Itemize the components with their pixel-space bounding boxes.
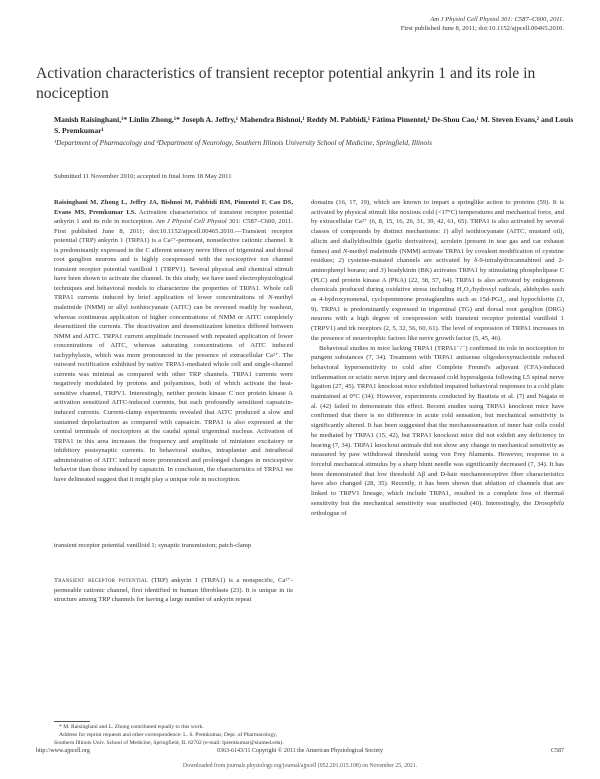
abstract-text-part2: -methyl maleimide (NMM) or allyl isothiocyanate (AITC) can be reversed readily by washout, whereas continuous application of higher concentrations of NMM or AITC completely desensitized the currents. The deactivation and desensitization kinetics differed between NMM and AITC. TRPA1 current amplitude increased with repeated application of lower concentrations of AITC, whereas saturating concentrations of AITC induced tachyphylaxis, which was more pronounced in the presence of extracellular Ca²⁺. The outward rectification exhibited by native TRPA1-mediated whole cell and single-channel currents was minimal as compared with other TRP channels. TRPA1 currents were negatively modulated by protons and polyamines, both of which activate the heat-sensitive channel, TRPV1. Interestingly, neither protein kinase C nor protein kinase A activation sensitized AITC-induced currents, but each profoundly sensitized capsaicin-induced currents. Current-clamp experiments revealed that AITC produced a slow and sustained depolarization as compared with capsaicin. TRPA1 is also expressed at the central terminals of nociceptors at the caudal spinal trigeminal nucleus. Activation of TRPA1 in this area increases the frequency and amplitude of miniature excitatory or inhibitory postsynaptic currents. In behavioral studies, intraplantar and intrathecal administration of AITC induced more pronounced and prolonged changes in nociceptive behavior than those induced by capsaicin. In conclusion, the characteristics of TRPA1 we have delineated suggest that it might play a unique role in nociception. <box>54 294 293 483</box>
para1-part-a: domains (16, 17, 19), which are known to impart a springlike action to proteins (59). It is activated by physical stimuli like noxious cold (<17°C) temperatures and mechanical force, and by extracellular Ca²⁺ (6, 8, 15, 16, 26, 31, 39, 42, 61, 65). TRPA1 is also activated by several classes of compounds by distinct mechanisms: <box>311 199 564 236</box>
abstract-italic-n: N <box>268 294 273 302</box>
introduction-paragraph <box>54 576 293 605</box>
para1-part-e: ) bradykinin (BK) activates TRPA1 by stimulating phospholipase C (PLC) and protein kinase A (PKA) (22, 38, 57, 64). TRPA1 is also activated by endogenous chemicals produced during oxidative stress including H₂O₂/hydroxyl radicals, aldehydes such as 4-hydroxynonenal, cyclopentenone prostaglandins such as 15d-PGJ₂, and hypochlorite (3, 9). TRPA1 is predominantly expressed in trigeminal (TG) and dorsal root ganglion (DRG) neurons with a high degree of coexpression with transient receptor potential vanilloid 1 (TRPV1) and trk receptors (2, 5, 32, 56, 60, 61). The level of expression of TRPA1 increases in the presence of neurotrophic factors like nerve growth factor (5, 45, 46). <box>311 266 564 342</box>
journal-header <box>401 15 564 33</box>
para1-italic-2: 2 <box>338 257 342 265</box>
abstract-text-part1: Transient receptor potential (TRP) ankyrin 1 (TRPA1) is a Ca²⁺-permeant, nonselective cationic channel. It is predominantly expressed in the C afferent sensory nerve fibers of trigeminal and dorsal root ganglion neurons and is highly coexpressed with the nociceptive ion channel transient receptor potential vanilloid 1 (TRPV1). Several physical and chemical stimuli have been shown to activate the channel. In this study, we have used electrophysiological techniques and behavioral models to characterize the properties of TRPA1. Whole cell TRPA1 currents induced by brief application of lower concentrations of <box>54 227 293 302</box>
para1-italic-n: N <box>342 247 348 255</box>
intro-text: (TRP) ankyrin 1 (TRPA1) is a nonspecific, Ca²⁺-permeable cationic channel, first identified in human fibroblasts (23). It is unique in its structure among TRP channels for having a large number of ankyrin repeat <box>54 577 293 604</box>
para1-part-c: -methyl maleimide (NMM) activate TRPA1 by covalent modification of cysteine residues; <box>311 247 564 265</box>
abstract <box>54 198 293 484</box>
para2-part-a: Behavioral studies in mice lacking TRPA1 (TRPA1⁻/⁻) confirmed its role in nociception to pungent substances (7, 34). Treatment with TRPA1 antisense oligodeoxynucleotide reduced behavioral hypersensitivity to cold after Complete Freund's adjuvant (CFA)-induced inflammation or sciatic nerve injury and decreased cold hyperalgesia following L5 spinal nerve ligation (27, 45). TRPA1 knockout mice exhibited impaired behavioral responses to a cold plate maintained at 0°C (34). However, experiments conducted by Bautista et al. (7) and Nagata et al. (42) failed to demonstrate this effect. Recent studies using TRPA1 knockout mice have confirmed that there is no difference in acute cold sensation, but mechanical sensitivity is significantly altered. It has been suggested that the mechanosensation of inner hair cells could be mediated by TRPA1 (15, 42), but TRPA1 knockout mice did not exhibit any deficiency in hearing (7, 34). TRPA1 knockout animals did not show any change in mechanical sensitivity as measured by paw withdrawal threshold using von Frey filaments. However, response to a forceful mechanical stimulus by a sharp blunt needle was significantly decreased (7, 34). It has been demonstrated that low threshold Aβ and D-hair mechanoreceptive fiber characteristics have also changed (28, 35). Recently, it has been shown that ablation of channels that are linked to TRPV1 lineage, which include TRPA1, resulted in a complete loss of thermal sensitivity but the mechanical sensitivity was unaffected (40). Interestingly, the <box>311 344 564 507</box>
footnote-equal-contribution: * M. Raisinghani and L. Zhong contributed equally to this work. <box>59 724 204 730</box>
footnote-divider <box>54 721 90 722</box>
download-notice: Downloaded from journals.physiology.org/journal/ajpcell (052.201.015.108) on November 25, 2021. <box>182 763 418 769</box>
body-paragraph-1 <box>311 198 564 344</box>
published-line: First published June 8, 2011; doi:10.1152/ajpcell.00465.2010. <box>400 25 564 32</box>
intro-lead-in: Transient receptor potential <box>54 577 149 584</box>
abstract-citation-details: 301: C587–C600, 2011. First published June 8, 2011; doi:10.1152/ajpcell.00465.2010.— <box>54 218 293 235</box>
affiliation: ¹Department of Pharmacology and ²Department of Neurology, Southern Illinois University School of Medicine, Springfield, Illinois <box>54 139 432 147</box>
para1-italic-1: 1 <box>442 228 447 236</box>
footnotes <box>54 723 293 747</box>
journal-url-link[interactable]: http://www.ajpcell.org <box>36 748 90 754</box>
copyright-notice: 0363-6143/11 Copyright © 2011 the American Physiological Society <box>217 748 383 754</box>
abstract-citation-authors: Raisinghani M, Zhong L, Jeffry JA, Bishnoi M, Pabbidi RM, Pimentel F, Cao DS, Evans MS, Premkumar LS. <box>54 199 293 216</box>
para2-italic-drosophila: Drosophila <box>534 499 564 507</box>
body-paragraph-2 <box>311 344 564 519</box>
abstract-citation-journal: Am J Physiol Cell Physiol <box>155 218 227 226</box>
para1-part-b: ) allyl isothiocyanate (AITC, mustard oil), allicin and diallyldisulfide (garlic derivatives), acrolein (present in tear gas and car exhaust fumes) and <box>311 228 564 255</box>
page-number: C587 <box>550 748 564 754</box>
article-title: Activation characteristics of transient receptor potential ankyrin 1 and its role in nociception <box>36 65 536 102</box>
para1-part-d: ) cysteine-mutated channels are activated by δ-9-tetrahydrocannabinol and 2-aminophenyl borane; and <box>311 257 564 274</box>
journal-citation-line: Am J Physiol Cell Physiol 301: C587–C600, 2011. <box>430 16 564 23</box>
para2-part-b: orthologue of <box>311 509 347 517</box>
right-column-body <box>311 198 564 518</box>
submission-dates: Submitted 11 November 2010; accepted in final form 18 May 2011 <box>54 173 232 180</box>
keywords: transient receptor potential vanilloid 1; synaptic transmission; patch-clamp <box>54 542 252 549</box>
author-list: Manish Raisinghani,¹* Linlin Zhong,¹* Joseph A. Jeffry,¹ Mahendra Bishnoi,¹ Reddy M. Pabbidi,¹ Fátima Pimentel,¹ De-Shou Cao,¹ M. Steven Evans,² and Louis S. Premkumar¹ <box>54 115 574 135</box>
para1-italic-3: 3 <box>380 266 384 274</box>
abstract-citation-title: Activation characteristics of transient receptor potential ankyrin 1 and its role in nociception. <box>54 208 293 226</box>
footnote-correspondence: Address for reprint requests and other correspondence: L. S. Premkumar, Dept. of Pharmacology, Southern Illinois Univ. School of Medicine, Springfield, IL 62702 (e-mail: lpremkumar@siumed.edu). <box>54 732 284 746</box>
